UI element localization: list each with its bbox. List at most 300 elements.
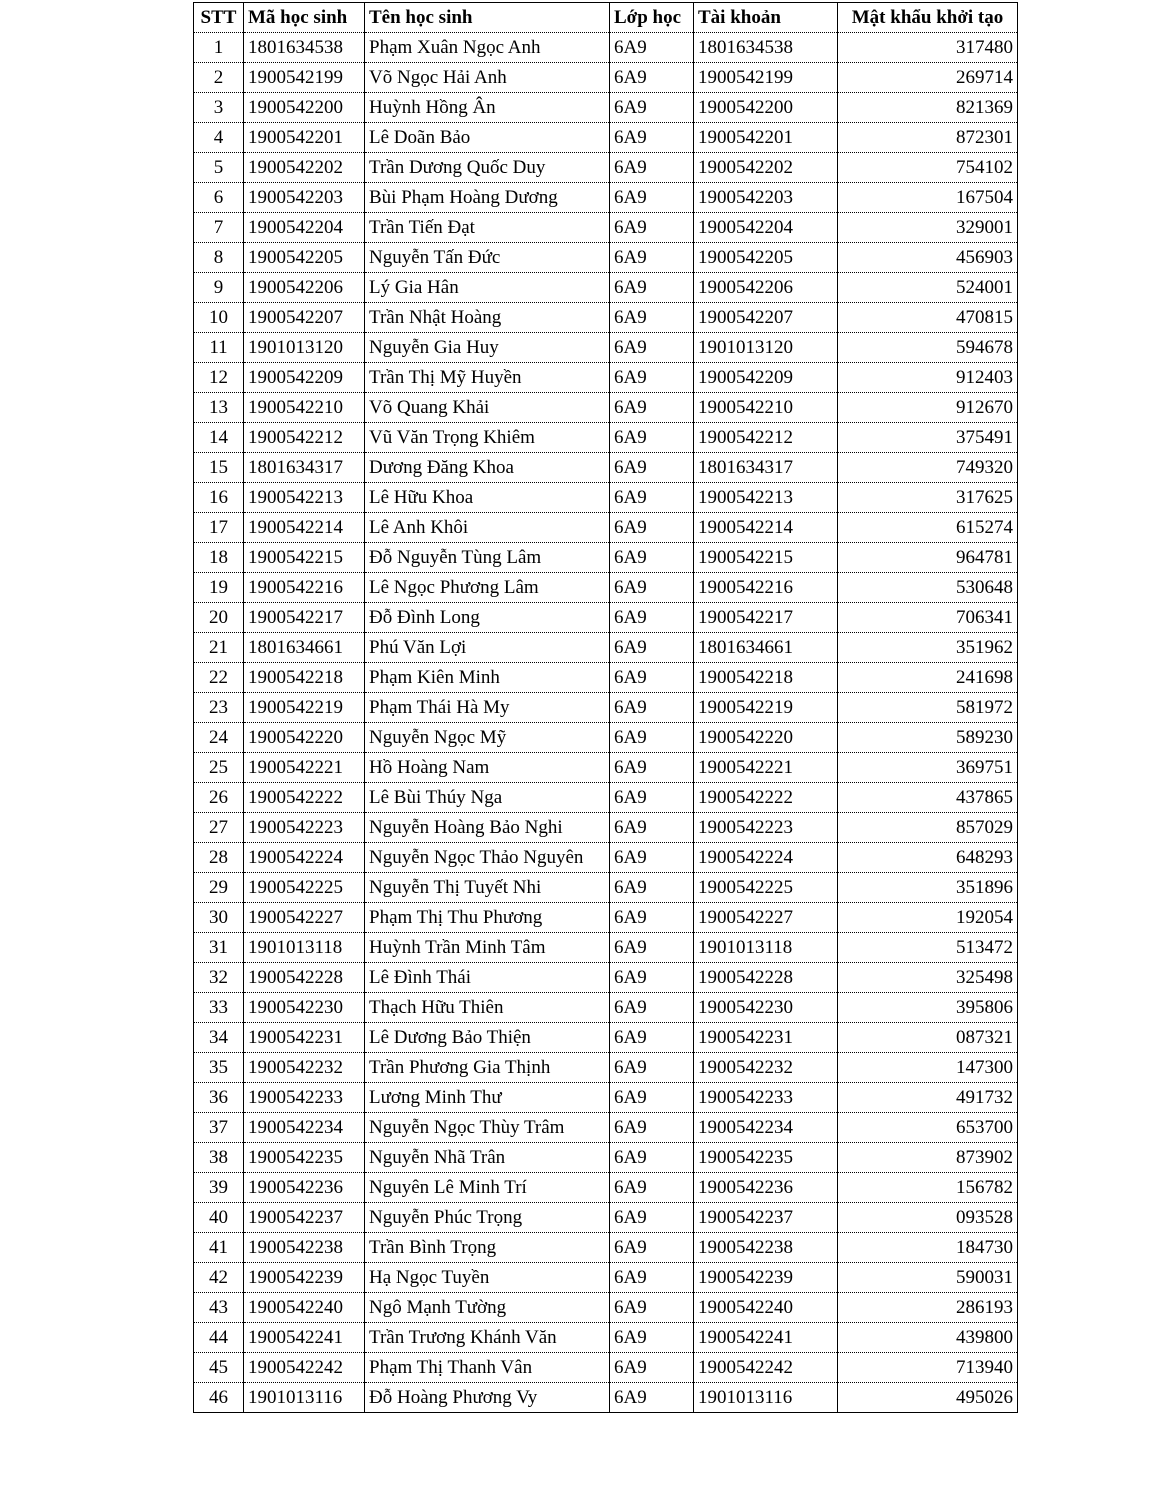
cell-student-id: 1900542242: [244, 1353, 365, 1383]
cell-student-id: 1900542215: [244, 543, 365, 573]
cell-student-name: Võ Quang Khải: [365, 393, 610, 423]
cell-initial-password: 648293: [838, 843, 1018, 873]
cell-student-name: Trần Tiến Đạt: [365, 213, 610, 243]
cell-student-id: 1900542224: [244, 843, 365, 873]
cell-stt: 6: [194, 183, 244, 213]
cell-class: 6A9: [610, 843, 694, 873]
cell-student-id: 1900542201: [244, 123, 365, 153]
cell-student-id: 1900542231: [244, 1023, 365, 1053]
cell-initial-password: 964781: [838, 543, 1018, 573]
cell-account: 1900542218: [694, 663, 838, 693]
cell-account: 1900542213: [694, 483, 838, 513]
cell-initial-password: 513472: [838, 933, 1018, 963]
cell-student-id: 1900542237: [244, 1203, 365, 1233]
cell-student-id: 1900542216: [244, 573, 365, 603]
cell-initial-password: 873902: [838, 1143, 1018, 1173]
table-row: [194, 213, 1018, 243]
cell-initial-password: 821369: [838, 93, 1018, 123]
cell-class: 6A9: [610, 963, 694, 993]
cell-class: 6A9: [610, 303, 694, 333]
cell-initial-password: 351962: [838, 633, 1018, 663]
cell-stt: 21: [194, 633, 244, 663]
cell-student-name: Phú Văn Lợi: [365, 633, 610, 663]
cell-account: 1900542232: [694, 1053, 838, 1083]
cell-initial-password: 754102: [838, 153, 1018, 183]
cell-student-name: Nguyễn Phúc Trọng: [365, 1203, 610, 1233]
cell-account: 1900542215: [694, 543, 838, 573]
cell-account: 1900542221: [694, 753, 838, 783]
table-row: [194, 933, 1018, 963]
cell-stt: 10: [194, 303, 244, 333]
cell-student-name: Ngô Mạnh Tường: [365, 1293, 610, 1323]
cell-initial-password: 093528: [838, 1203, 1018, 1233]
cell-stt: 9: [194, 273, 244, 303]
cell-student-id: 1900542222: [244, 783, 365, 813]
cell-stt: 5: [194, 153, 244, 183]
cell-student-name: Phạm Xuân Ngọc Anh: [365, 33, 610, 63]
table-row: [194, 873, 1018, 903]
cell-student-name: Lê Doãn Bảo: [365, 123, 610, 153]
cell-account: 1900542233: [694, 1083, 838, 1113]
cell-stt: 7: [194, 213, 244, 243]
cell-stt: 28: [194, 843, 244, 873]
cell-student-id: 1900542223: [244, 813, 365, 843]
cell-initial-password: 286193: [838, 1293, 1018, 1323]
header-student-name: Tên học sinh: [365, 3, 610, 33]
cell-initial-password: 184730: [838, 1233, 1018, 1263]
cell-student-id: 1900542202: [244, 153, 365, 183]
table-header-row: [194, 3, 1018, 33]
cell-class: 6A9: [610, 423, 694, 453]
cell-student-name: Huỳnh Hồng Ân: [365, 93, 610, 123]
header-initial-password: Mật khẩu khởi tạo: [838, 3, 1018, 33]
cell-account: 1900542203: [694, 183, 838, 213]
cell-account: 1900542200: [694, 93, 838, 123]
cell-student-id: 1900542213: [244, 483, 365, 513]
cell-account: 1900542216: [694, 573, 838, 603]
cell-class: 6A9: [610, 63, 694, 93]
cell-student-name: Phạm Kiên Minh: [365, 663, 610, 693]
cell-account: 1801634538: [694, 33, 838, 63]
cell-account: 1900542202: [694, 153, 838, 183]
cell-student-id: 1900542210: [244, 393, 365, 423]
cell-account: 1900542230: [694, 993, 838, 1023]
cell-class: 6A9: [610, 1083, 694, 1113]
table-row: [194, 753, 1018, 783]
table-row: [194, 573, 1018, 603]
cell-account: 1900542219: [694, 693, 838, 723]
table-row: [194, 633, 1018, 663]
cell-initial-password: 156782: [838, 1173, 1018, 1203]
cell-student-id: 1900542207: [244, 303, 365, 333]
cell-student-id: 1900542220: [244, 723, 365, 753]
cell-account: 1900542242: [694, 1353, 838, 1383]
cell-class: 6A9: [610, 1293, 694, 1323]
cell-class: 6A9: [610, 273, 694, 303]
cell-student-name: Lê Dương Bảo Thiện: [365, 1023, 610, 1053]
table-row: [194, 183, 1018, 213]
cell-account: 1900542231: [694, 1023, 838, 1053]
cell-stt: 13: [194, 393, 244, 423]
cell-student-name: Đỗ Đình Long: [365, 603, 610, 633]
table-row: [194, 783, 1018, 813]
cell-stt: 35: [194, 1053, 244, 1083]
table-row: [194, 1233, 1018, 1263]
cell-initial-password: 581972: [838, 693, 1018, 723]
cell-student-name: Nguyễn Nhã Trân: [365, 1143, 610, 1173]
cell-initial-password: 749320: [838, 453, 1018, 483]
table-row: [194, 1263, 1018, 1293]
cell-student-id: 1900542209: [244, 363, 365, 393]
cell-class: 6A9: [610, 1053, 694, 1083]
cell-account: 1900542225: [694, 873, 838, 903]
cell-class: 6A9: [610, 1323, 694, 1353]
table-row: [194, 993, 1018, 1023]
cell-student-id: 1801634538: [244, 33, 365, 63]
cell-student-id: 1901013120: [244, 333, 365, 363]
cell-student-name: Lê Bùi Thúy Nga: [365, 783, 610, 813]
cell-stt: 25: [194, 753, 244, 783]
table-row: [194, 243, 1018, 273]
cell-class: 6A9: [610, 333, 694, 363]
cell-student-id: 1900542235: [244, 1143, 365, 1173]
cell-stt: 20: [194, 603, 244, 633]
cell-student-name: Nguyễn Gia Huy: [365, 333, 610, 363]
cell-stt: 41: [194, 1233, 244, 1263]
cell-account: 1900542224: [694, 843, 838, 873]
cell-student-name: Nguyên Lê Minh Trí: [365, 1173, 610, 1203]
cell-initial-password: 325498: [838, 963, 1018, 993]
header-stt: STT: [194, 3, 244, 33]
cell-initial-password: 317625: [838, 483, 1018, 513]
table-row: [194, 1173, 1018, 1203]
cell-student-name: Dương Đăng Khoa: [365, 453, 610, 483]
cell-student-id: 1900542225: [244, 873, 365, 903]
cell-class: 6A9: [610, 1383, 694, 1413]
cell-class: 6A9: [610, 663, 694, 693]
cell-student-name: Vũ Văn Trọng Khiêm: [365, 423, 610, 453]
table-row: [194, 723, 1018, 753]
cell-student-name: Lê Anh Khôi: [365, 513, 610, 543]
cell-student-id: 1900542230: [244, 993, 365, 1023]
cell-student-id: 1900542227: [244, 903, 365, 933]
cell-student-id: 1900542232: [244, 1053, 365, 1083]
cell-initial-password: 495026: [838, 1383, 1018, 1413]
cell-initial-password: 087321: [838, 1023, 1018, 1053]
cell-student-name: Lê Hữu Khoa: [365, 483, 610, 513]
cell-class: 6A9: [610, 543, 694, 573]
cell-account: 1900542214: [694, 513, 838, 543]
table-row: [194, 1143, 1018, 1173]
cell-class: 6A9: [610, 1263, 694, 1293]
cell-account: 1901013118: [694, 933, 838, 963]
cell-class: 6A9: [610, 903, 694, 933]
cell-stt: 30: [194, 903, 244, 933]
cell-initial-password: 167504: [838, 183, 1018, 213]
cell-stt: 14: [194, 423, 244, 453]
table-row: [194, 63, 1018, 93]
cell-student-id: 1900542238: [244, 1233, 365, 1263]
cell-student-name: Trần Trương Khánh Văn: [365, 1323, 610, 1353]
cell-account: 1900542201: [694, 123, 838, 153]
cell-student-name: Lê Ngọc Phương Lâm: [365, 573, 610, 603]
cell-initial-password: 615274: [838, 513, 1018, 543]
cell-student-id: 1900542200: [244, 93, 365, 123]
cell-account: 1900542212: [694, 423, 838, 453]
cell-stt: 8: [194, 243, 244, 273]
cell-class: 6A9: [610, 1233, 694, 1263]
cell-stt: 1: [194, 33, 244, 63]
cell-class: 6A9: [610, 513, 694, 543]
cell-student-name: Nguyễn Ngọc Thùy Trâm: [365, 1113, 610, 1143]
table-row: [194, 393, 1018, 423]
cell-class: 6A9: [610, 1203, 694, 1233]
cell-stt: 27: [194, 813, 244, 843]
cell-initial-password: 317480: [838, 33, 1018, 63]
cell-student-id: 1900542233: [244, 1083, 365, 1113]
cell-stt: 39: [194, 1173, 244, 1203]
cell-initial-password: 369751: [838, 753, 1018, 783]
cell-stt: 3: [194, 93, 244, 123]
cell-stt: 19: [194, 573, 244, 603]
cell-student-name: Lê Đình Thái: [365, 963, 610, 993]
cell-account: 1900542222: [694, 783, 838, 813]
cell-stt: 12: [194, 363, 244, 393]
cell-account: 1900542236: [694, 1173, 838, 1203]
cell-account: 1900542223: [694, 813, 838, 843]
cell-student-id: 1900542214: [244, 513, 365, 543]
cell-account: 1900542234: [694, 1113, 838, 1143]
cell-student-id: 1801634661: [244, 633, 365, 663]
cell-student-name: Nguyễn Ngọc Mỹ: [365, 723, 610, 753]
cell-initial-password: 713940: [838, 1353, 1018, 1383]
table-row: [194, 303, 1018, 333]
cell-initial-password: 653700: [838, 1113, 1018, 1143]
cell-account: 1900542239: [694, 1263, 838, 1293]
cell-stt: 4: [194, 123, 244, 153]
cell-student-name: Đỗ Nguyễn Tùng Lâm: [365, 543, 610, 573]
cell-stt: 32: [194, 963, 244, 993]
cell-stt: 15: [194, 453, 244, 483]
cell-student-name: Bùi Phạm Hoàng Dương: [365, 183, 610, 213]
table-row: [194, 543, 1018, 573]
cell-account: 1900542209: [694, 363, 838, 393]
cell-class: 6A9: [610, 993, 694, 1023]
cell-initial-password: 269714: [838, 63, 1018, 93]
cell-stt: 43: [194, 1293, 244, 1323]
cell-student-id: 1901013116: [244, 1383, 365, 1413]
cell-student-id: 1900542239: [244, 1263, 365, 1293]
table-row: [194, 693, 1018, 723]
table-row: [194, 1323, 1018, 1353]
cell-student-name: Phạm Thị Thanh Vân: [365, 1353, 610, 1383]
cell-account: 1900542217: [694, 603, 838, 633]
cell-class: 6A9: [610, 453, 694, 483]
cell-stt: 40: [194, 1203, 244, 1233]
cell-account: 1900542240: [694, 1293, 838, 1323]
table-row: [194, 1353, 1018, 1383]
cell-account: 1900542238: [694, 1233, 838, 1263]
cell-class: 6A9: [610, 693, 694, 723]
cell-student-name: Nguyễn Ngọc Thảo Nguyên: [365, 843, 610, 873]
table-row: [194, 813, 1018, 843]
student-account-table: [193, 2, 1018, 1413]
cell-class: 6A9: [610, 873, 694, 903]
cell-account: 1900542235: [694, 1143, 838, 1173]
cell-stt: 37: [194, 1113, 244, 1143]
cell-stt: 29: [194, 873, 244, 903]
cell-initial-password: 912670: [838, 393, 1018, 423]
cell-stt: 34: [194, 1023, 244, 1053]
table-row: [194, 843, 1018, 873]
cell-initial-password: 912403: [838, 363, 1018, 393]
cell-initial-password: 329001: [838, 213, 1018, 243]
cell-class: 6A9: [610, 1023, 694, 1053]
cell-stt: 2: [194, 63, 244, 93]
cell-account: 1900542227: [694, 903, 838, 933]
table-row: [194, 903, 1018, 933]
cell-stt: 18: [194, 543, 244, 573]
table-row: [194, 483, 1018, 513]
cell-initial-password: 872301: [838, 123, 1018, 153]
cell-student-id: 1900542206: [244, 273, 365, 303]
table-row: [194, 663, 1018, 693]
cell-student-name: Trần Phương Gia Thịnh: [365, 1053, 610, 1083]
cell-stt: 22: [194, 663, 244, 693]
cell-class: 6A9: [610, 243, 694, 273]
cell-account: 1901013116: [694, 1383, 838, 1413]
cell-account: 1900542241: [694, 1323, 838, 1353]
cell-student-id: 1801634317: [244, 453, 365, 483]
cell-class: 6A9: [610, 33, 694, 63]
cell-stt: 26: [194, 783, 244, 813]
cell-initial-password: 375491: [838, 423, 1018, 453]
cell-initial-password: 147300: [838, 1053, 1018, 1083]
table-row: [194, 423, 1018, 453]
cell-stt: 17: [194, 513, 244, 543]
cell-student-id: 1900542236: [244, 1173, 365, 1203]
cell-stt: 31: [194, 933, 244, 963]
cell-class: 6A9: [610, 483, 694, 513]
cell-class: 6A9: [610, 363, 694, 393]
cell-stt: 45: [194, 1353, 244, 1383]
table-row: [194, 963, 1018, 993]
table-row: [194, 1113, 1018, 1143]
cell-initial-password: 589230: [838, 723, 1018, 753]
cell-account: 1801634317: [694, 453, 838, 483]
cell-stt: 23: [194, 693, 244, 723]
cell-account: 1801634661: [694, 633, 838, 663]
cell-initial-password: 456903: [838, 243, 1018, 273]
cell-class: 6A9: [610, 123, 694, 153]
cell-initial-password: 241698: [838, 663, 1018, 693]
cell-student-name: Nguyễn Thị Tuyết Nhi: [365, 873, 610, 903]
cell-initial-password: 395806: [838, 993, 1018, 1023]
cell-initial-password: 192054: [838, 903, 1018, 933]
cell-account: 1900542228: [694, 963, 838, 993]
cell-class: 6A9: [610, 603, 694, 633]
cell-stt: 44: [194, 1323, 244, 1353]
cell-student-name: Trần Thị Mỹ Huyền: [365, 363, 610, 393]
cell-student-name: Đỗ Hoàng Phương Vy: [365, 1383, 610, 1413]
cell-class: 6A9: [610, 813, 694, 843]
cell-student-id: 1900542234: [244, 1113, 365, 1143]
cell-student-name: Phạm Thái Hà My: [365, 693, 610, 723]
cell-class: 6A9: [610, 933, 694, 963]
cell-stt: 16: [194, 483, 244, 513]
cell-student-id: 1900542203: [244, 183, 365, 213]
cell-student-id: 1900542205: [244, 243, 365, 273]
cell-student-name: Huỳnh Trần Minh Tâm: [365, 933, 610, 963]
cell-initial-password: 594678: [838, 333, 1018, 363]
cell-stt: 42: [194, 1263, 244, 1293]
cell-student-id: 1900542218: [244, 663, 365, 693]
header-class: Lớp học: [610, 3, 694, 33]
table-row: [194, 153, 1018, 183]
cell-student-id: 1901013118: [244, 933, 365, 963]
cell-class: 6A9: [610, 753, 694, 783]
table-row: [194, 453, 1018, 483]
cell-class: 6A9: [610, 633, 694, 663]
table-row: [194, 603, 1018, 633]
table-row: [194, 1083, 1018, 1113]
table-row: [194, 1023, 1018, 1053]
table-row: [194, 123, 1018, 153]
cell-student-id: 1900542228: [244, 963, 365, 993]
cell-initial-password: 351896: [838, 873, 1018, 903]
cell-account: 1900542210: [694, 393, 838, 423]
cell-account: 1900542207: [694, 303, 838, 333]
cell-student-name: Trần Dương Quốc Duy: [365, 153, 610, 183]
table-row: [194, 93, 1018, 123]
table-row: [194, 1203, 1018, 1233]
cell-student-id: 1900542217: [244, 603, 365, 633]
table-row: [194, 1053, 1018, 1083]
cell-stt: 24: [194, 723, 244, 753]
cell-student-id: 1900542241: [244, 1323, 365, 1353]
cell-student-id: 1900542199: [244, 63, 365, 93]
cell-student-id: 1900542219: [244, 693, 365, 723]
cell-stt: 46: [194, 1383, 244, 1413]
cell-initial-password: 706341: [838, 603, 1018, 633]
header-student-id: Mã học sinh: [244, 3, 365, 33]
cell-class: 6A9: [610, 573, 694, 603]
cell-account: 1900542220: [694, 723, 838, 753]
cell-initial-password: 437865: [838, 783, 1018, 813]
cell-student-name: Hạ Ngọc Tuyền: [365, 1263, 610, 1293]
cell-initial-password: 857029: [838, 813, 1018, 843]
cell-account: 1900542199: [694, 63, 838, 93]
table-row: [194, 1383, 1018, 1413]
cell-class: 6A9: [610, 1353, 694, 1383]
cell-initial-password: 470815: [838, 303, 1018, 333]
cell-account: 1900542206: [694, 273, 838, 303]
cell-stt: 11: [194, 333, 244, 363]
cell-stt: 33: [194, 993, 244, 1023]
cell-student-name: Lý Gia Hân: [365, 273, 610, 303]
cell-class: 6A9: [610, 1143, 694, 1173]
cell-student-name: Hồ Hoàng Nam: [365, 753, 610, 783]
cell-student-id: 1900542240: [244, 1293, 365, 1323]
cell-account: 1900542237: [694, 1203, 838, 1233]
table-row: [194, 33, 1018, 63]
cell-initial-password: 491732: [838, 1083, 1018, 1113]
cell-stt: 38: [194, 1143, 244, 1173]
cell-initial-password: 524001: [838, 273, 1018, 303]
table-row: [194, 1293, 1018, 1323]
cell-class: 6A9: [610, 723, 694, 753]
table-row: [194, 273, 1018, 303]
